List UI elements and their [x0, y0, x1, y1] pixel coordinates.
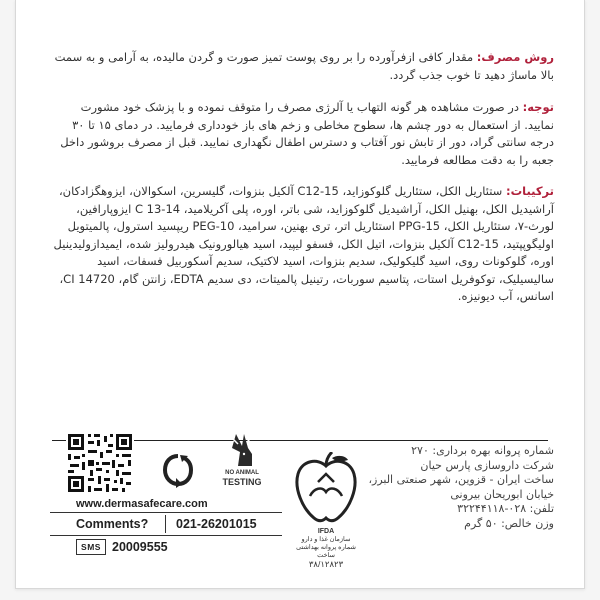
ifda-license-number: ۳۸/۱۲۸۲۳: [308, 559, 344, 569]
contact-separator: [165, 515, 166, 533]
no-animal-big-text: TESTING: [222, 477, 262, 487]
sms-number[interactable]: 20009555: [112, 540, 168, 554]
license-number: شماره پروانه بهره برداری: ۲۷۰: [411, 444, 554, 457]
net-weight: وزن خالص: ۵۰ گرم: [464, 516, 554, 530]
ingredients-section: [48, 183, 554, 306]
comments-label: Comments?: [76, 517, 149, 531]
caution-section: [48, 99, 554, 169]
company-address-line2: خیابان ابوریحان بیرونی: [450, 487, 554, 501]
no-animal-testing-caption: [206, 469, 278, 486]
caution-heading: توجه:: [522, 100, 554, 114]
qr-code-icon: [66, 432, 134, 494]
ingredients-heading: ترکیبات:: [505, 184, 554, 198]
ingredients-text: ستئاریل الکل، ستئاریل گلوکوزاید، C12-15 آلکیل بنزوات، گلیسرین، اسکوالان، ایزوهگزادکان، آراشیدیل الکل، بهنیل الکل، آراشیدیل گلوکوزاید، شی باتر، اوره، پلی آکریلامید، C 13-14 ایزوپارافین، لورث-۷، ستئاریل الکل، PPG-15 استئاریل اتر، تری بهنین، سرامید، PEG-10 ریپسید استرول، پالمیتویل اولیگوپپتید، C12-15 آلکیل بنزوات، اتیل الکل، فسفو لیپید، اسید هیالورونیک هیدرولیز شده، ایمیدازولیدینیل اوره، گلوکونات روی، اسید گلیکولیک، سدیم بنزوات، اسید لاکتیک، سدیم آسکوربیل فسفات، اسید سالیسیلیک، توکوفریل استات، پتاسیم سوربات، رتینیل پالمیتات، دی سدیم EDTA، زانتن گام، CI 14720، اسانس، آب دیونیزه.: [53, 184, 554, 303]
ifda-org-text: سازمان غذا و دارو: [301, 536, 351, 543]
company-name: شرکت داروسازی پارس حیان: [420, 458, 554, 472]
usage-section: [48, 49, 554, 84]
no-animal-testing-icon: [222, 432, 262, 468]
usage-text: مقدار کافی ازفرآورده را بر روی پوست تمیز صورت و گردن مالیده، به آرامی و به سمت بالا ماساژ دهید تا خوب جذب گردد.: [54, 50, 554, 82]
no-animal-small-text: NO ANIMAL: [225, 470, 259, 476]
comments-row: [50, 513, 282, 535]
company-phone: تلفن: ۰۲۸-۳۲۲۴۴۱۱۸: [457, 502, 554, 515]
product-label: [15, 0, 585, 589]
comments-phone[interactable]: 021-26201015: [176, 517, 257, 531]
company-address-line1: ساخت ایران - قزوین، شهر صنعتی البرز،: [368, 473, 554, 486]
ifda-license-label: شماره پروانه بهداشتی ساخت: [296, 544, 356, 559]
sms-row: [50, 536, 282, 558]
website-link[interactable]: www.dermasafecare.com: [76, 498, 208, 510]
caution-text: در صورت مشاهده هر گونه التهاب یا آلرژی مصرف را متوقف نموده و با پزشک خود مشورت نمایید. از استعمال به دور چشم ها، سطوح مخاطی و زخم های باز خودداری فرمایید. در دمای ۱۵ تا ۳۰ درجه سانتی گراد، دور از تابش نور آفتاب و دسترس اطفال نگهداری نمایید. قبل از مصرف بروشور داخل جعبه را به دقت مطالعه فرمایید.: [60, 100, 554, 167]
recycle-icon: [162, 454, 194, 488]
usage-heading: روش مصرف:: [476, 50, 554, 64]
company-info: [306, 444, 554, 531]
ifda-name: IFDA: [317, 528, 335, 535]
sms-icon: SMS: [76, 539, 106, 555]
contact-box: [50, 498, 282, 558]
ifda-caption: [288, 528, 364, 568]
